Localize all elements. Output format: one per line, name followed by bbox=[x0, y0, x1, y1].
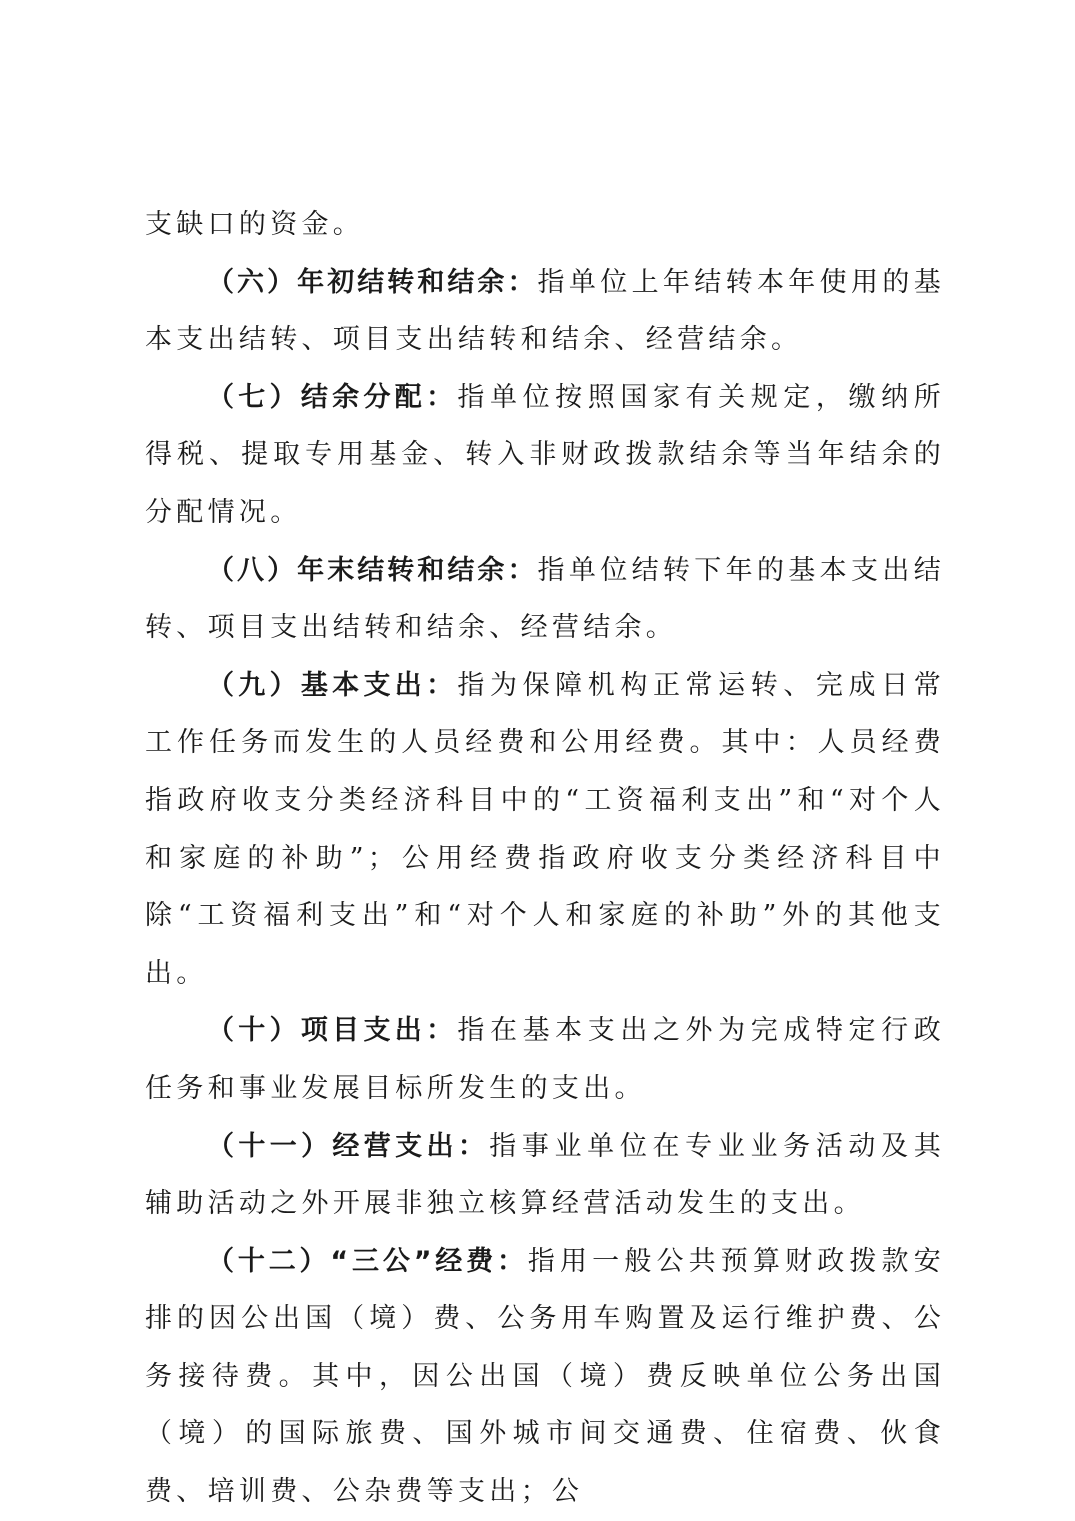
paragraph-item-7 bbox=[145, 369, 945, 542]
paragraph-body: 指用一般公共预算财政拨款安排的因公出国（境）费、公务用车购置及运行维护费、公务接待费。其中，因公出国（境）费反映单位公务出国（境）的国际旅费、国外城市间交通费、住宿费、伙食费、培训费、公杂费等支出；公 bbox=[145, 1245, 945, 1508]
term-heading: （八）年末结转和结余： bbox=[207, 554, 538, 586]
term-heading: （十二）“三公”经费： bbox=[207, 1245, 528, 1277]
term-heading: （七）结余分配： bbox=[207, 381, 458, 413]
document-body bbox=[145, 196, 945, 1521]
paragraph-body: 指为保障机构正常运转、完成日常工作任务而发生的人员经费和公用经费。其中：人员经费指政府收支分类经济科目中的“工资福利支出”和“对个人和家庭的补助”；公用经费指政府收支分类经济科目中除“工资福利支出”和“对个人和家庭的补助”外的其他支出。 bbox=[145, 669, 946, 989]
term-heading: （九）基本支出： bbox=[207, 669, 458, 701]
term-heading: （十）项目支出： bbox=[207, 1015, 458, 1047]
paragraph-body: 指单位结转下年的基本支出结转、项目支出结转和结余、经营结余。 bbox=[145, 554, 946, 644]
paragraph-body: 指事业单位在专业业务活动及其辅助活动之外开展非独立核算经营活动发生的支出。 bbox=[145, 1130, 946, 1220]
paragraph-item-10 bbox=[145, 1002, 945, 1117]
paragraph-item-12 bbox=[145, 1233, 945, 1521]
term-heading: （十一）经营支出： bbox=[207, 1130, 490, 1162]
paragraph-body: 指单位按照国家有关规定，缴纳所得税、提取专用基金、转入非财政拨款结余等当年结余的分配情况。 bbox=[145, 381, 946, 528]
paragraph-item-8 bbox=[145, 542, 945, 657]
paragraph-body: 指单位上年结转本年使用的基本支出结转、项目支出结转和结余、经营结余。 bbox=[145, 266, 946, 356]
paragraph-item-6 bbox=[145, 254, 945, 369]
paragraph-continuation bbox=[145, 196, 945, 254]
paragraph-item-11 bbox=[145, 1118, 945, 1233]
term-heading: （六）年初结转和结余： bbox=[207, 266, 538, 298]
paragraph-body: 指在基本支出之外为完成特定行政任务和事业发展目标所发生的支出。 bbox=[145, 1015, 946, 1104]
paragraph-item-9 bbox=[145, 657, 945, 1003]
paragraph-body: 支缺口的资金。 bbox=[145, 209, 365, 240]
